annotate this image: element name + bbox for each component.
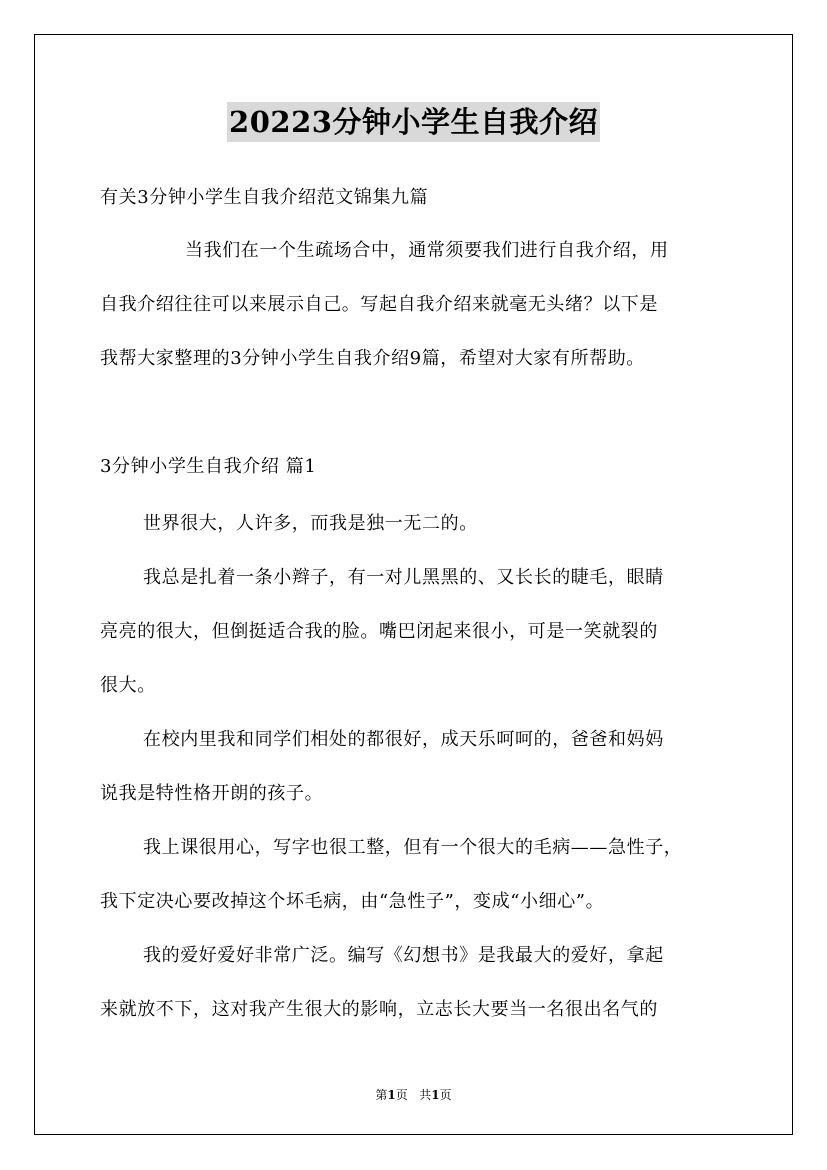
page-footer — [0, 1086, 827, 1103]
document-title-wrap — [0, 100, 827, 141]
body-line: 世界很大，人许多，而我是独一无二的。 — [143, 513, 478, 534]
intro-line: 自我介绍往往可以来展示自己。写起自我介绍来就毫无头绪？以下是 — [100, 294, 658, 315]
body-line: 亮亮的很大，但倒挺适合我的脸。嘴巴闭起来很小，可是一笑就裂的 — [100, 621, 658, 642]
body-line: 我上课很用心，写字也很工整，但有一个很大的毛病——急性子， — [143, 837, 683, 858]
footer-total-prefix: 共 — [419, 1088, 432, 1102]
body-line: 我总是扎着一条小辫子，有一对儿黑黑的、又长长的睫毛，眼睛 — [143, 567, 664, 588]
footer-total-number: 1 — [431, 1088, 440, 1102]
body-line: 在校内里我和同学们相处的都很好，成天乐呵呵的，爸爸和妈妈 — [143, 729, 664, 750]
intro-line: 我帮大家整理的3分钟小学生自我介绍9篇，希望对大家有所帮助。 — [100, 348, 645, 369]
footer-total-suffix: 页 — [439, 1088, 452, 1102]
section-heading: 3分钟小学生自我介绍 篇1 — [100, 456, 317, 477]
body-line: 我的爱好爱好非常广泛。编写《幻想书》是我最大的爱好，拿起 — [143, 945, 664, 966]
footer-page-number: 1 — [387, 1088, 396, 1102]
body-line: 我下定决心要改掉这个坏毛病，由“急性子”，变成“小细心”。 — [100, 891, 605, 912]
footer-page-prefix: 第 — [375, 1088, 388, 1102]
body-line: 很大。 — [100, 675, 156, 696]
subtitle: 有关3分钟小学生自我介绍范文锦集九篇 — [100, 187, 429, 208]
document-title: 20223分钟小学生自我介绍 — [227, 102, 600, 142]
footer-page-suffix: 页 — [395, 1088, 408, 1102]
body-line: 说我是特性格开朗的孩子。 — [100, 783, 324, 804]
intro-line: 当我们在一个生疏场合中，通常须要我们进行自我介绍，用 — [185, 240, 669, 261]
body-line: 来就放不下，这对我产生很大的影响，立志长大要当一名很出名气的 — [100, 999, 658, 1020]
